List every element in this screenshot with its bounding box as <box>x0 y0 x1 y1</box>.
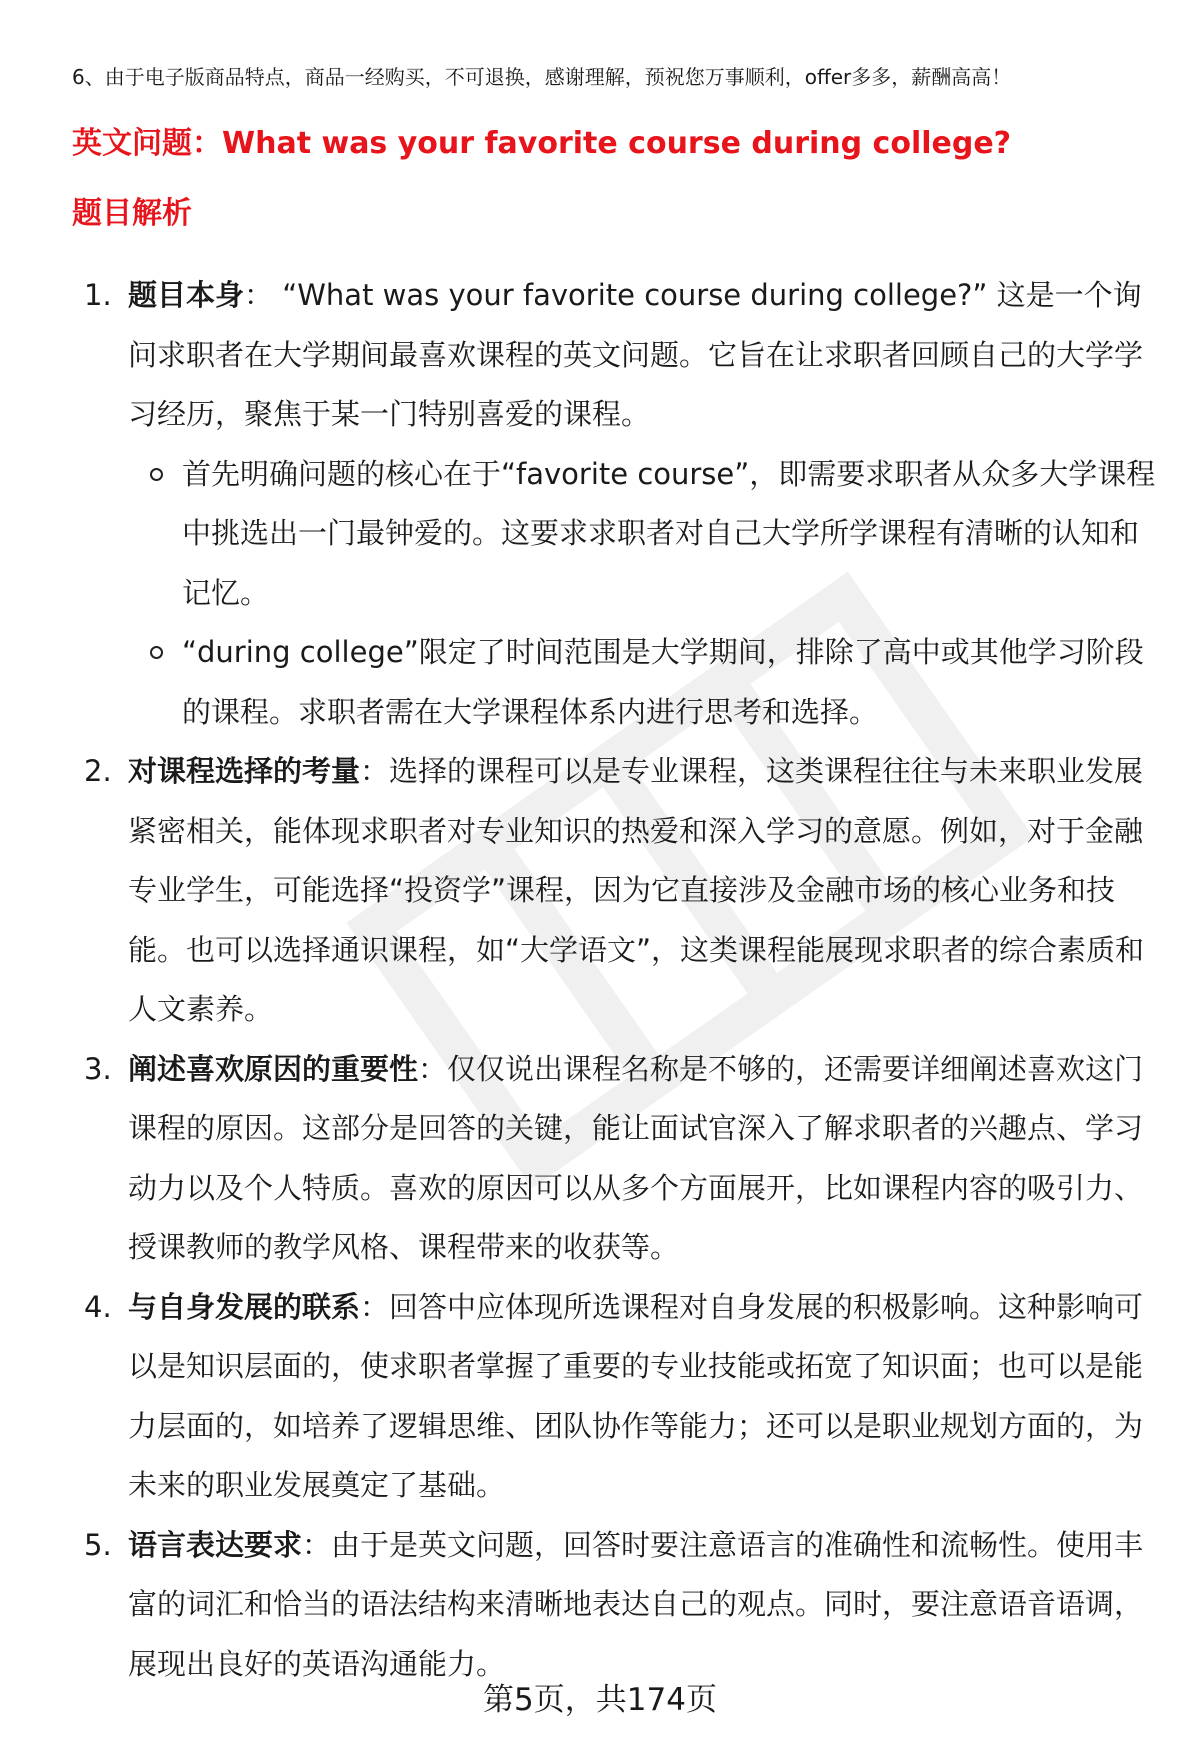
item-title: 阐述喜欢原因的重要性 <box>128 1051 419 1086</box>
item-title: 与自身发展的联系 <box>128 1289 361 1324</box>
list-item <box>0 266 1166 445</box>
item-title: 题目本身 <box>128 278 245 312</box>
item-text: ：回答中应体现所选课程对自身发展的积极影响。这种影响可以是知识层面的，使求职者掌握了重要的专业技能或拓宽了知识面；也可以是能力层面的，如培养了逻辑思维、团队协作等能力；还可以是职业规划方面的，为未来的职业发展奠定了基础。 <box>128 1289 1144 1502</box>
sub-item-text: “during college”限定了时间范围是大学期间，排除了高中或其他学习阶段的课程。求职者需在大学课程体系内进行思考和选择。 <box>182 635 1144 729</box>
item-text: ：由于是英文问题，回答时要注意语言的准确性和流畅性。使用丰富的词汇和恰当的语法结构来清晰地表达自己的观点。同时，要注意语音语调，展现出良好的英语沟通能力。 <box>128 1527 1144 1681</box>
item-number: 5. <box>84 1527 112 1562</box>
question-text: What was your favorite course during college? <box>222 126 1012 161</box>
list-item <box>0 742 1166 1040</box>
hollow-bullet-icon <box>150 646 163 659</box>
list-item <box>0 1516 1166 1695</box>
sub-item-text: 首先明确问题的核心在于“favorite course”，即需要求职者从众多大学课程中挑选出一门最钟爱的。这要求求职者对自己大学所学课程有清晰的认知和记忆。 <box>182 456 1156 610</box>
sub-list-item <box>0 445 1166 624</box>
item-number: 4. <box>84 1289 112 1324</box>
page-number: 第5页，共174页 <box>483 1682 717 1718</box>
analysis-list <box>0 266 1200 1694</box>
item-number: 1. <box>84 278 112 312</box>
purchase-notice: 6、由于电子版商品特点，商品一经购买，不可退换，感谢理解，预祝您万事顺利，offer多多，薪酬高高！ <box>72 65 1012 89</box>
list-item <box>0 1278 1166 1516</box>
item-text: ：仅仅说出课程名称是不够的，还需要详细阐述喜欢这门课程的原因。这部分是回答的关键，能让面试官深入了解求职者的兴趣点、学习动力以及个人特质。喜欢的原因可以从多个方面展开，比如课程内容的吸引力、授课教师的教学风格、课程带来的收获等。 <box>128 1051 1144 1264</box>
item-number: 2. <box>84 754 112 788</box>
item-number: 3. <box>84 1051 112 1086</box>
sub-list-item <box>0 623 1166 742</box>
item-title: 语言表达要求 <box>128 1527 303 1562</box>
hollow-bullet-icon <box>150 468 163 481</box>
question-heading <box>72 122 1011 166</box>
item-text: ： “What was your favorite course during college?” 这是一个询问求职者在大学期间最喜欢课程的英文问题。它旨在让求职者回顾自己的大学学习经历，聚焦于某一门特别喜爱的课程。 <box>128 278 1144 431</box>
section-title: 题目解析 <box>72 196 192 231</box>
list-item <box>0 1040 1166 1278</box>
question-label: 英文问题： <box>72 126 222 161</box>
item-title: 对课程选择的考量 <box>128 754 361 788</box>
item-text: ：选择的课程可以是专业课程，这类课程往往与未来职业发展紧密相关，能体现求职者对专业知识的热爱和深入学习的意愿。例如，对于金融专业学生，可能选择“投资学”课程，因为它直接涉及金融市场的核心业务和技能。也可以选择通识课程，如“大学语文”，这类课程能展现求职者的综合素质和人文素养。 <box>128 754 1145 1026</box>
